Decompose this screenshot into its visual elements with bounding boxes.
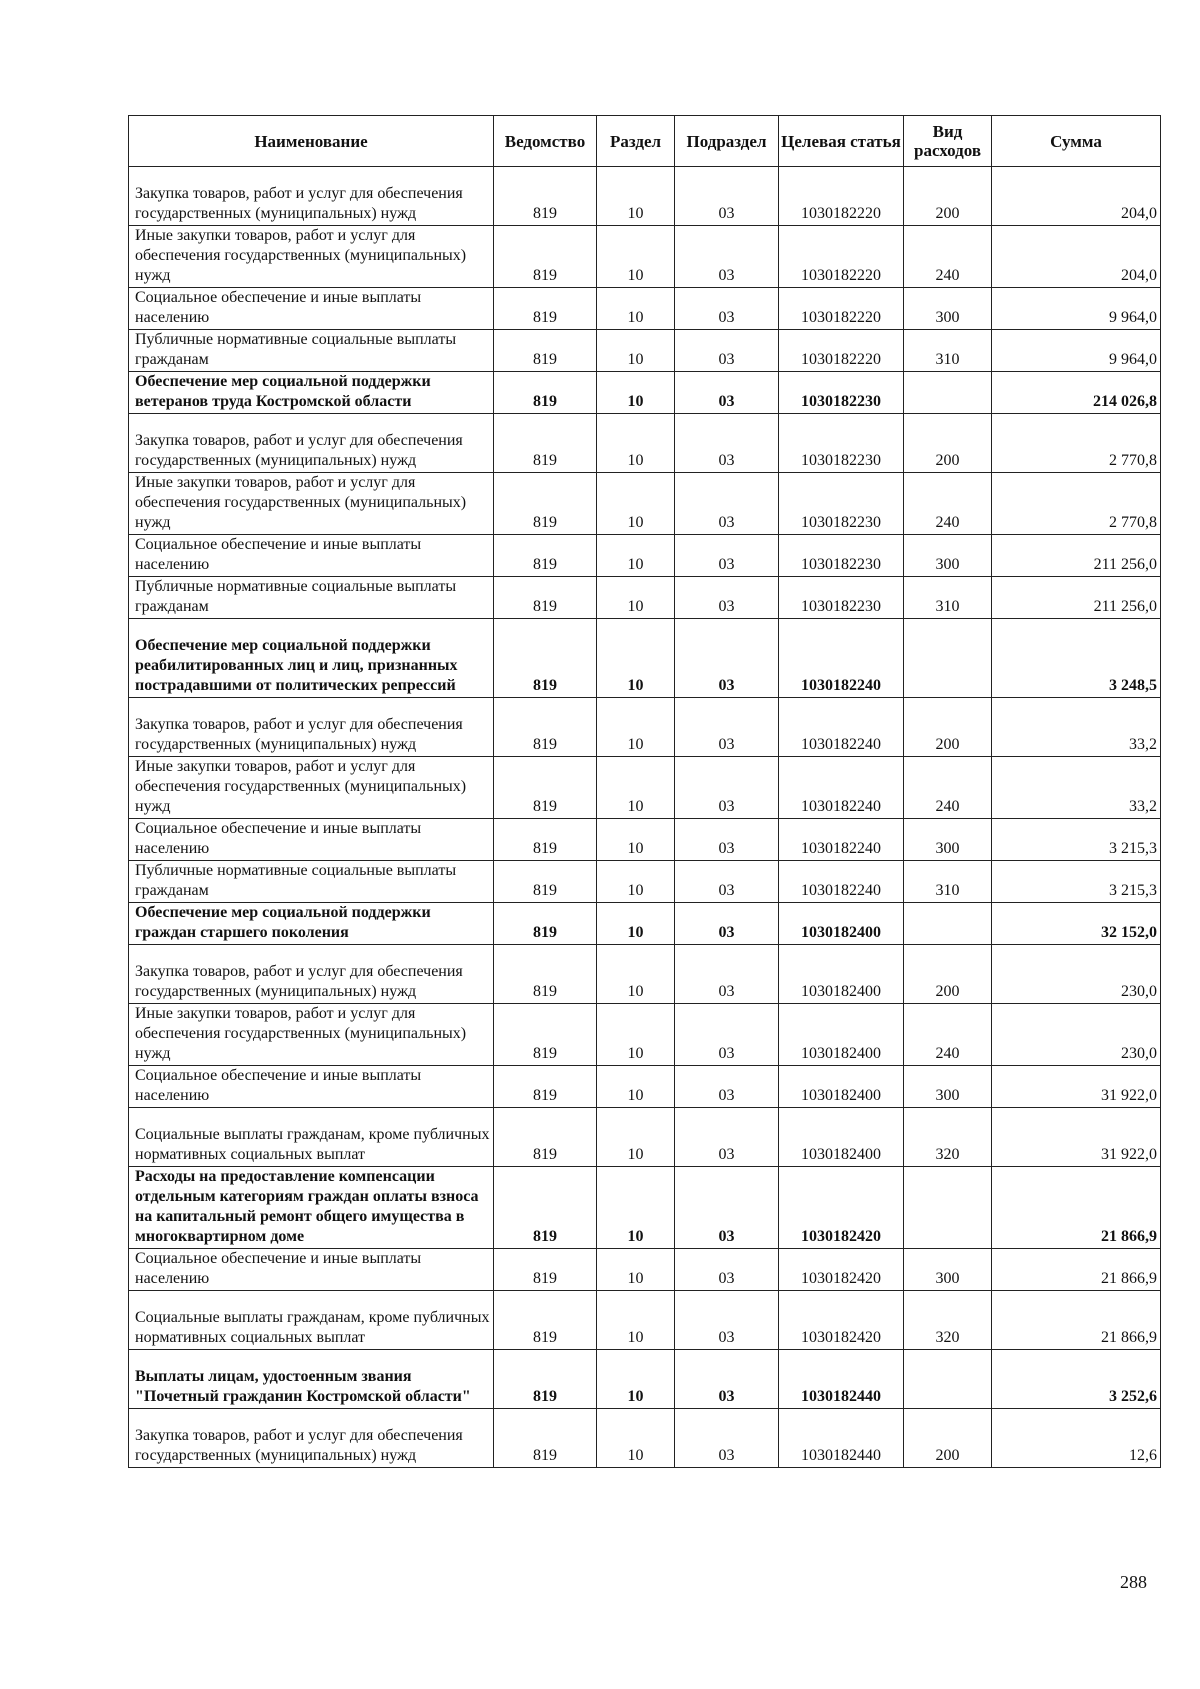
cell-expense-type: 240 <box>904 1004 992 1066</box>
cell-target: 1030182420 <box>779 1249 904 1291</box>
cell-expense-type: 300 <box>904 819 992 861</box>
cell-dept: 819 <box>494 330 597 372</box>
cell-name: Социальное обеспечение и иные выплаты населению <box>129 288 494 330</box>
cell-name: Социальное обеспечение и иные выплаты населению <box>129 1066 494 1108</box>
table-row <box>129 414 1161 473</box>
table-row <box>129 819 1161 861</box>
table-row <box>129 473 1161 535</box>
cell-target: 1030182400 <box>779 1066 904 1108</box>
cell-target: 1030182240 <box>779 757 904 819</box>
cell-section: 10 <box>597 167 675 226</box>
cell-sum: 3 248,5 <box>992 619 1161 698</box>
cell-name: Публичные нормативные социальные выплаты гражданам <box>129 861 494 903</box>
cell-dept: 819 <box>494 1350 597 1409</box>
cell-subsection: 03 <box>675 903 779 945</box>
cell-section: 10 <box>597 1291 675 1350</box>
cell-expense-type <box>904 1350 992 1409</box>
cell-section: 10 <box>597 757 675 819</box>
cell-section: 10 <box>597 1066 675 1108</box>
cell-name: Социальное обеспечение и иные выплаты населению <box>129 535 494 577</box>
cell-name: Закупка товаров, работ и услуг для обеспечения государственных (муниципальных) нужд <box>129 945 494 1004</box>
table-header-row <box>129 116 1161 167</box>
header-target: Целевая статья <box>779 116 904 167</box>
table-row <box>129 1004 1161 1066</box>
cell-section: 10 <box>597 861 675 903</box>
cell-subsection: 03 <box>675 698 779 757</box>
cell-dept: 819 <box>494 757 597 819</box>
cell-dept: 819 <box>494 1167 597 1249</box>
cell-subsection: 03 <box>675 372 779 414</box>
cell-target: 1030182240 <box>779 698 904 757</box>
cell-dept: 819 <box>494 372 597 414</box>
cell-expense-type: 310 <box>904 577 992 619</box>
cell-section: 10 <box>597 226 675 288</box>
table-body <box>129 167 1161 1468</box>
cell-expense-type <box>904 372 992 414</box>
cell-name: Иные закупки товаров, работ и услуг для обеспечения государственных (муниципальных) нужд <box>129 1004 494 1066</box>
cell-dept: 819 <box>494 1004 597 1066</box>
cell-expense-type: 310 <box>904 330 992 372</box>
cell-sum: 33,2 <box>992 698 1161 757</box>
cell-subsection: 03 <box>675 1108 779 1167</box>
cell-name: Социальное обеспечение и иные выплаты населению <box>129 819 494 861</box>
cell-target: 1030182400 <box>779 903 904 945</box>
table-row <box>129 1409 1161 1468</box>
cell-section: 10 <box>597 903 675 945</box>
cell-sum: 33,2 <box>992 757 1161 819</box>
header-expense-type: Вид расходов <box>904 116 992 167</box>
cell-subsection: 03 <box>675 226 779 288</box>
table-row <box>129 577 1161 619</box>
table-row <box>129 1167 1161 1249</box>
cell-subsection: 03 <box>675 619 779 698</box>
cell-section: 10 <box>597 1167 675 1249</box>
cell-subsection: 03 <box>675 1066 779 1108</box>
cell-target: 1030182400 <box>779 1004 904 1066</box>
cell-dept: 819 <box>494 1291 597 1350</box>
budget-table <box>128 115 1161 1468</box>
table-row <box>129 535 1161 577</box>
cell-dept: 819 <box>494 945 597 1004</box>
cell-subsection: 03 <box>675 288 779 330</box>
cell-subsection: 03 <box>675 945 779 1004</box>
cell-sum: 32 152,0 <box>992 903 1161 945</box>
header-subsection: Подраздел <box>675 116 779 167</box>
cell-target: 1030182240 <box>779 861 904 903</box>
cell-dept: 819 <box>494 577 597 619</box>
cell-sum: 2 770,8 <box>992 414 1161 473</box>
cell-expense-type: 200 <box>904 945 992 1004</box>
cell-name: Иные закупки товаров, работ и услуг для обеспечения государственных (муниципальных) нужд <box>129 473 494 535</box>
cell-expense-type: 200 <box>904 167 992 226</box>
table-row <box>129 372 1161 414</box>
cell-target: 1030182230 <box>779 473 904 535</box>
cell-target: 1030182400 <box>779 945 904 1004</box>
cell-expense-type: 310 <box>904 861 992 903</box>
cell-subsection: 03 <box>675 1167 779 1249</box>
table-row <box>129 288 1161 330</box>
header-dept: Ведомство <box>494 116 597 167</box>
cell-target: 1030182420 <box>779 1291 904 1350</box>
cell-section: 10 <box>597 1409 675 1468</box>
cell-sum: 3 215,3 <box>992 861 1161 903</box>
cell-dept: 819 <box>494 1409 597 1468</box>
cell-target: 1030182240 <box>779 819 904 861</box>
cell-target: 1030182230 <box>779 577 904 619</box>
cell-name: Расходы на предоставление компенсации отдельным категориям граждан оплаты взноса на капитальный ремонт общего имущества в многоквартирном доме <box>129 1167 494 1249</box>
header-sum: Сумма <box>992 116 1161 167</box>
table-row <box>129 757 1161 819</box>
table-row <box>129 1350 1161 1409</box>
table-row <box>129 330 1161 372</box>
cell-name: Выплаты лицам, удостоенным звания "Почетный гражданин Костромской области" <box>129 1350 494 1409</box>
cell-target: 1030182230 <box>779 372 904 414</box>
cell-section: 10 <box>597 288 675 330</box>
cell-name: Социальные выплаты гражданам, кроме публичных нормативных социальных выплат <box>129 1108 494 1167</box>
cell-dept: 819 <box>494 819 597 861</box>
cell-section: 10 <box>597 414 675 473</box>
cell-target: 1030182440 <box>779 1350 904 1409</box>
cell-subsection: 03 <box>675 861 779 903</box>
cell-section: 10 <box>597 330 675 372</box>
header-section: Раздел <box>597 116 675 167</box>
cell-sum: 211 256,0 <box>992 535 1161 577</box>
table-row <box>129 1291 1161 1350</box>
cell-subsection: 03 <box>675 819 779 861</box>
cell-dept: 819 <box>494 226 597 288</box>
cell-name: Обеспечение мер социальной поддержки ветеранов труда Костромской области <box>129 372 494 414</box>
cell-sum: 204,0 <box>992 226 1161 288</box>
table-row <box>129 1249 1161 1291</box>
cell-name: Закупка товаров, работ и услуг для обеспечения государственных (муниципальных) нужд <box>129 167 494 226</box>
cell-expense-type: 320 <box>904 1108 992 1167</box>
cell-expense-type: 200 <box>904 698 992 757</box>
cell-subsection: 03 <box>675 1291 779 1350</box>
cell-sum: 21 866,9 <box>992 1291 1161 1350</box>
cell-expense-type: 240 <box>904 473 992 535</box>
cell-section: 10 <box>597 819 675 861</box>
cell-dept: 819 <box>494 1108 597 1167</box>
table-row <box>129 167 1161 226</box>
table-row <box>129 903 1161 945</box>
cell-section: 10 <box>597 1004 675 1066</box>
cell-target: 1030182220 <box>779 288 904 330</box>
cell-sum: 9 964,0 <box>992 288 1161 330</box>
cell-sum: 2 770,8 <box>992 473 1161 535</box>
cell-dept: 819 <box>494 1249 597 1291</box>
cell-dept: 819 <box>494 535 597 577</box>
table-row <box>129 945 1161 1004</box>
cell-expense-type: 240 <box>904 757 992 819</box>
page-number: 288 <box>1120 1572 1147 1592</box>
cell-expense-type: 300 <box>904 535 992 577</box>
cell-sum: 3 252,6 <box>992 1350 1161 1409</box>
table-row <box>129 1066 1161 1108</box>
cell-name: Иные закупки товаров, работ и услуг для обеспечения государственных (муниципальных) нужд <box>129 226 494 288</box>
cell-sum: 31 922,0 <box>992 1066 1161 1108</box>
cell-name: Публичные нормативные социальные выплаты гражданам <box>129 577 494 619</box>
cell-section: 10 <box>597 1249 675 1291</box>
cell-name: Иные закупки товаров, работ и услуг для обеспечения государственных (муниципальных) нужд <box>129 757 494 819</box>
cell-dept: 819 <box>494 288 597 330</box>
cell-target: 1030182230 <box>779 535 904 577</box>
cell-name: Обеспечение мер социальной поддержки граждан старшего поколения <box>129 903 494 945</box>
cell-section: 10 <box>597 698 675 757</box>
cell-subsection: 03 <box>675 414 779 473</box>
cell-sum: 230,0 <box>992 945 1161 1004</box>
cell-subsection: 03 <box>675 1350 779 1409</box>
cell-subsection: 03 <box>675 757 779 819</box>
cell-name: Обеспечение мер социальной поддержки реабилитированных лиц и лиц, признанных пострадавшими от политических репрессий <box>129 619 494 698</box>
cell-dept: 819 <box>494 698 597 757</box>
cell-name: Публичные нормативные социальные выплаты гражданам <box>129 330 494 372</box>
cell-name: Закупка товаров, работ и услуг для обеспечения государственных (муниципальных) нужд <box>129 1409 494 1468</box>
cell-section: 10 <box>597 473 675 535</box>
cell-dept: 819 <box>494 861 597 903</box>
cell-dept: 819 <box>494 619 597 698</box>
cell-sum: 21 866,9 <box>992 1249 1161 1291</box>
cell-subsection: 03 <box>675 167 779 226</box>
cell-name: Социальное обеспечение и иные выплаты населению <box>129 1249 494 1291</box>
header-name: Наименование <box>129 116 494 167</box>
cell-subsection: 03 <box>675 577 779 619</box>
cell-expense-type: 300 <box>904 1249 992 1291</box>
cell-name: Закупка товаров, работ и услуг для обеспечения государственных (муниципальных) нужд <box>129 414 494 473</box>
cell-expense-type <box>904 1167 992 1249</box>
cell-sum: 211 256,0 <box>992 577 1161 619</box>
cell-sum: 230,0 <box>992 1004 1161 1066</box>
cell-subsection: 03 <box>675 1004 779 1066</box>
cell-sum: 9 964,0 <box>992 330 1161 372</box>
cell-dept: 819 <box>494 473 597 535</box>
cell-sum: 12,6 <box>992 1409 1161 1468</box>
cell-sum: 3 215,3 <box>992 819 1161 861</box>
cell-expense-type <box>904 903 992 945</box>
cell-expense-type <box>904 619 992 698</box>
cell-dept: 819 <box>494 1066 597 1108</box>
cell-expense-type: 240 <box>904 226 992 288</box>
cell-expense-type: 200 <box>904 1409 992 1468</box>
cell-target: 1030182220 <box>779 226 904 288</box>
cell-target: 1030182220 <box>779 167 904 226</box>
cell-target: 1030182220 <box>779 330 904 372</box>
cell-subsection: 03 <box>675 535 779 577</box>
cell-sum: 21 866,9 <box>992 1167 1161 1249</box>
cell-expense-type: 300 <box>904 288 992 330</box>
cell-section: 10 <box>597 1108 675 1167</box>
cell-subsection: 03 <box>675 1249 779 1291</box>
table-row <box>129 226 1161 288</box>
cell-target: 1030182230 <box>779 414 904 473</box>
cell-section: 10 <box>597 945 675 1004</box>
cell-expense-type: 320 <box>904 1291 992 1350</box>
cell-sum: 204,0 <box>992 167 1161 226</box>
cell-subsection: 03 <box>675 330 779 372</box>
cell-expense-type: 300 <box>904 1066 992 1108</box>
cell-name: Социальные выплаты гражданам, кроме публичных нормативных социальных выплат <box>129 1291 494 1350</box>
cell-section: 10 <box>597 372 675 414</box>
cell-dept: 819 <box>494 903 597 945</box>
table-row <box>129 861 1161 903</box>
cell-dept: 819 <box>494 414 597 473</box>
cell-subsection: 03 <box>675 1409 779 1468</box>
cell-expense-type: 200 <box>904 414 992 473</box>
table-row <box>129 1108 1161 1167</box>
cell-sum: 214 026,8 <box>992 372 1161 414</box>
cell-sum: 31 922,0 <box>992 1108 1161 1167</box>
cell-target: 1030182440 <box>779 1409 904 1468</box>
cell-dept: 819 <box>494 167 597 226</box>
cell-section: 10 <box>597 535 675 577</box>
cell-target: 1030182240 <box>779 619 904 698</box>
table-row <box>129 619 1161 698</box>
cell-section: 10 <box>597 577 675 619</box>
cell-target: 1030182400 <box>779 1108 904 1167</box>
table-row <box>129 698 1161 757</box>
cell-section: 10 <box>597 1350 675 1409</box>
cell-section: 10 <box>597 619 675 698</box>
cell-subsection: 03 <box>675 473 779 535</box>
cell-target: 1030182420 <box>779 1167 904 1249</box>
cell-name: Закупка товаров, работ и услуг для обеспечения государственных (муниципальных) нужд <box>129 698 494 757</box>
